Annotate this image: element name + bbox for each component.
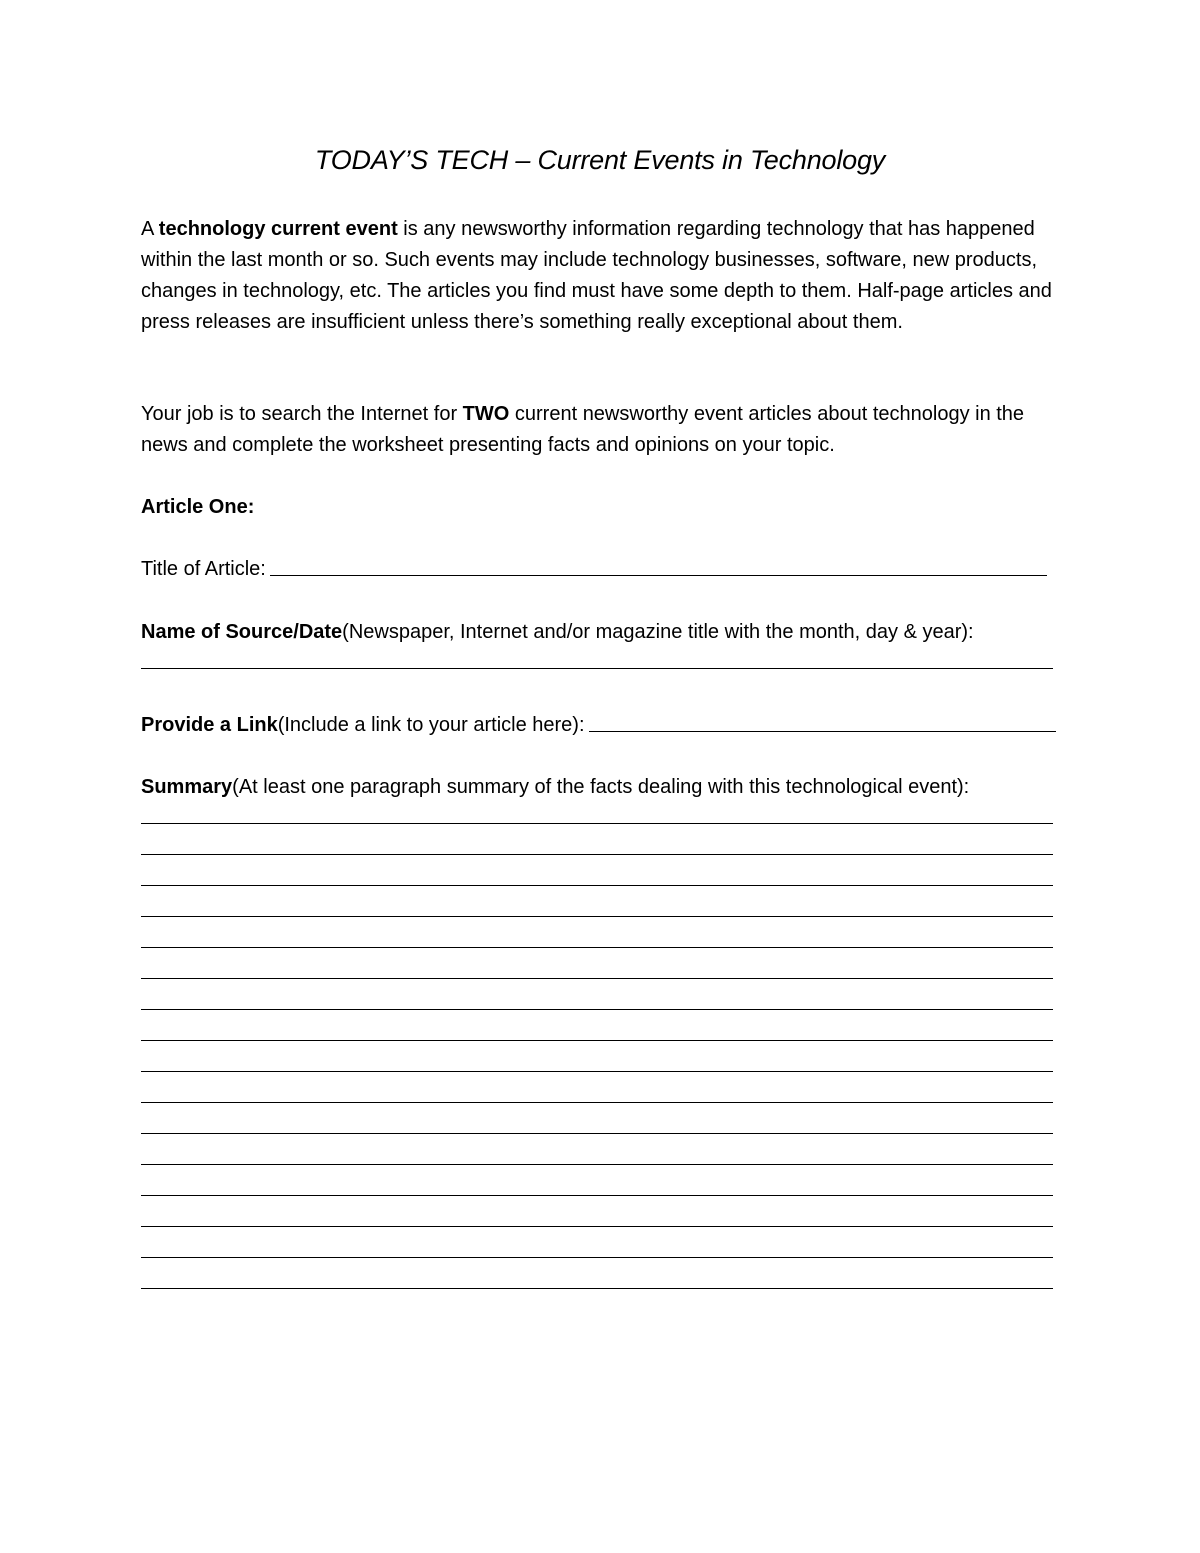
summary-line[interactable] [141,947,1053,948]
job-rest: current newsworthy event articles about technology in the news and complete the worksheet presenting facts and opinions on your topic. [141,403,1025,456]
summary-line[interactable] [141,1040,1053,1041]
summary-line[interactable] [141,1257,1053,1258]
job-paragraph [141,399,1056,461]
summary-line[interactable] [141,854,1053,855]
summary-line[interactable] [141,916,1053,917]
title-of-article-field [141,554,1047,585]
source-date-hint: (Newspaper, Internet and/or magazine title with the month, day & year): [342,621,974,643]
source-date-field [141,617,1053,648]
summary-line[interactable] [141,885,1053,886]
link-blank[interactable] [589,713,1056,732]
page-title: TODAY’S TECH – Current Events in Technology [314,145,886,175]
intro-rest: is any newsworthy information regarding technology that has happened within the last month or so. Such events may include technology businesses, software, new products, changes in technology, etc. The articles you find must have some depth to them. Half-page articles and press releases are insufficient unless there’s something really exceptional about them. [141,218,1052,333]
source-date-blank[interactable] [141,668,1053,669]
job-emphasis: TWO [462,403,510,425]
intro-paragraph [141,214,1056,338]
summary-line[interactable] [141,1102,1053,1103]
title-of-article-blank[interactable] [270,557,1047,576]
intro-term: technology current event [158,218,398,240]
summary-line[interactable] [141,1009,1053,1010]
summary-line[interactable] [141,978,1053,979]
link-field [141,710,1056,741]
summary-line[interactable] [141,1226,1053,1227]
job-lead: Your job is to search the Internet for [141,403,463,425]
title-of-article-label: Title of Article: [141,558,266,580]
summary-line[interactable] [141,1164,1053,1165]
article-one-heading: Article One: [141,496,255,518]
summary-line[interactable] [141,1288,1053,1289]
summary-line[interactable] [141,1133,1053,1134]
link-hint: (Include a link to your article here): [277,714,585,736]
summary-line[interactable] [141,823,1053,824]
link-label: Provide a Link [141,714,278,736]
summary-label: Summary [141,776,233,798]
summary-line[interactable] [141,1195,1053,1196]
summary-field [141,772,1053,803]
intro-lead: A [141,218,159,240]
source-date-label: Name of Source/Date [141,621,343,643]
summary-line[interactable] [141,1071,1053,1072]
summary-hint: (At least one paragraph summary of the facts dealing with this technological event): [232,776,970,798]
